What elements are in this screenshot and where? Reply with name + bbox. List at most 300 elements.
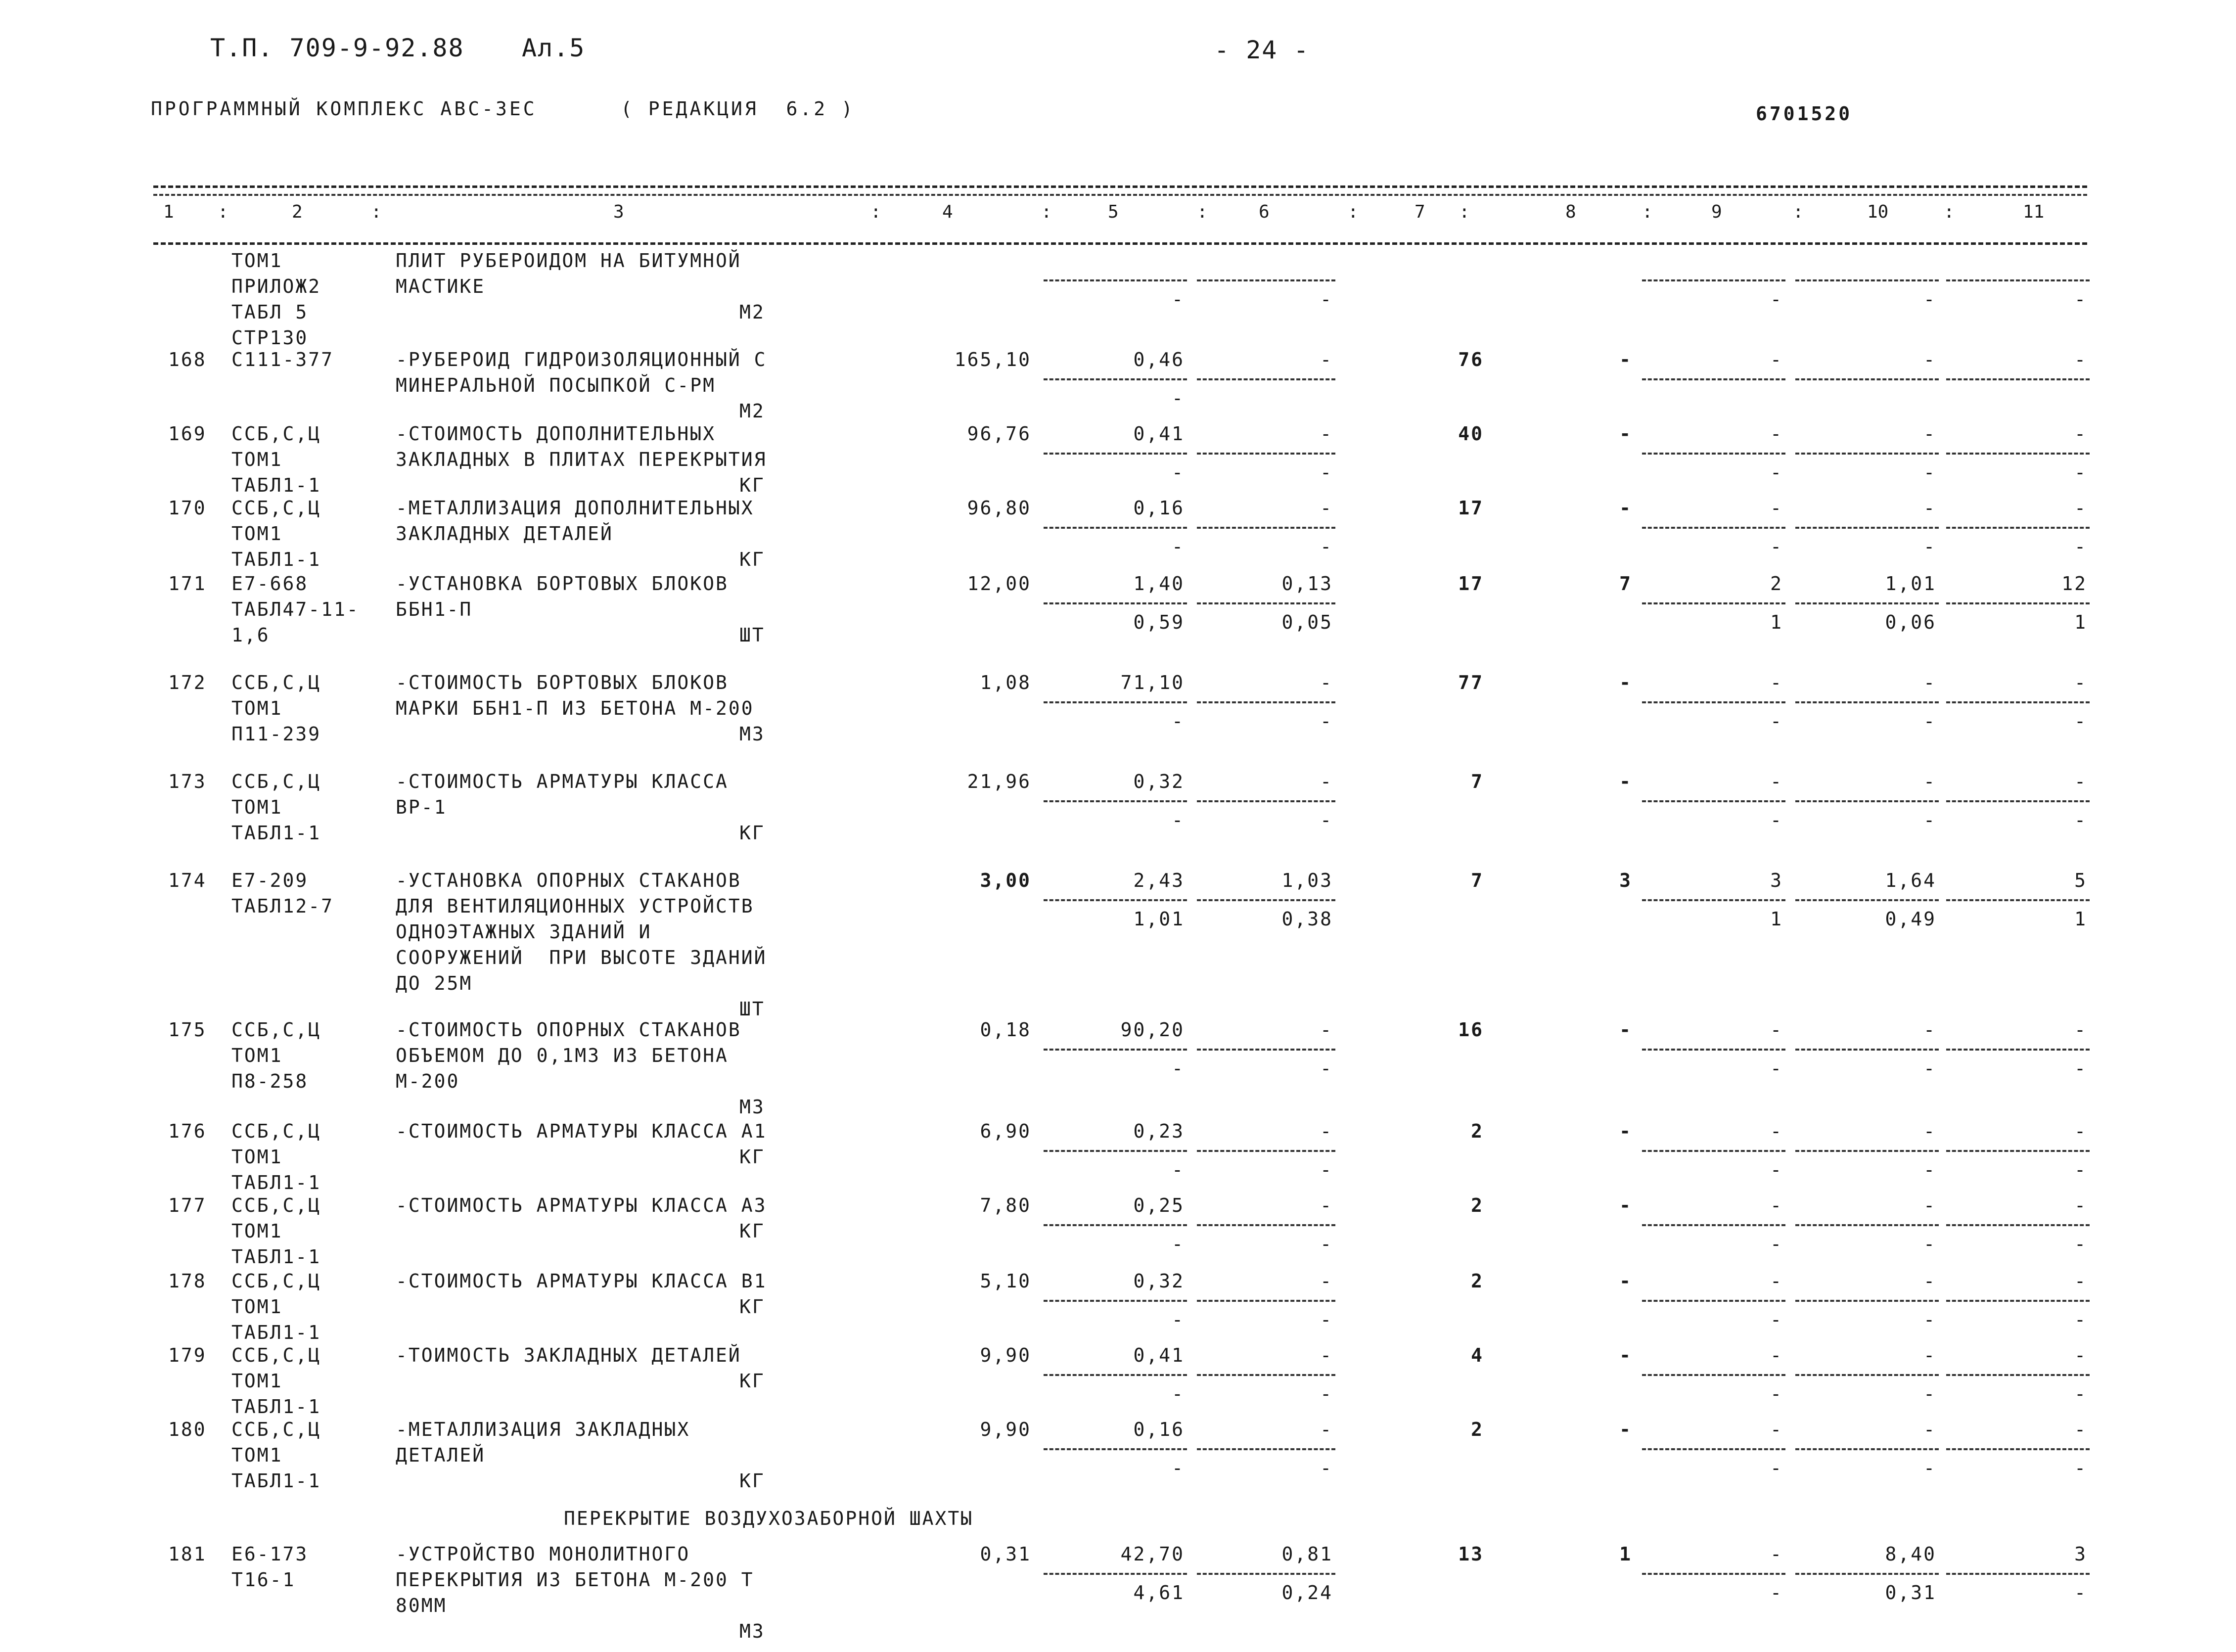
col11-subvalue: 1 [2074,611,2087,633]
col5-subvalue: - [1172,1309,1185,1331]
col5-subvalue: - [1172,809,1185,831]
col10-underline [1795,378,1939,380]
column-number-3: 3 [613,202,624,222]
row-unit: КГ [739,474,765,496]
row-description: ВР-1 [396,796,447,818]
col10-underline [1795,1300,1939,1302]
col6-value: - [1320,423,1333,445]
row-code: ССБ,С,Ц [231,672,321,693]
col9-subvalue: - [1770,1057,1783,1079]
row-description: ЗАКЛАДНЫХ В ПЛИТАХ ПЕРЕКРЫТИЯ [396,449,767,470]
col8-value: - [1619,1419,1632,1440]
row-code: ССБ,С,Ц [231,1270,321,1292]
col5-underline [1044,602,1187,604]
row-number: 171 [168,573,207,595]
col11-underline [1946,1374,2090,1376]
col5-value: 0,16 [1133,1419,1185,1440]
col9-subvalue: - [1770,1309,1783,1331]
row-code: ТОМ1 [231,1045,283,1066]
col6-underline [1197,1448,1335,1450]
col6-underline [1197,602,1335,604]
col5-underline [1044,701,1187,703]
row-code: ТАБЛ1-1 [231,1246,321,1268]
col11-value: - [2074,349,2087,370]
column-number-7: 7 [1415,202,1425,222]
row-unit: М3 [739,1096,765,1118]
row-number: 178 [168,1270,207,1292]
col9-subvalue: - [1770,1159,1783,1181]
col5-subvalue: - [1172,1057,1185,1079]
col5-underline [1044,527,1187,529]
col5-underline [1044,1150,1187,1152]
row-number: 180 [168,1419,207,1440]
col6-subvalue: - [1320,1457,1333,1479]
row-unit: КГ [739,822,765,844]
col4-quantity: 5,10 [980,1270,1031,1292]
col9-value: - [1770,1543,1783,1565]
col11-subvalue: - [2074,536,2087,557]
row-unit: М3 [739,1620,765,1642]
col10-subvalue: 0,31 [1885,1582,1936,1604]
col5-underline [1044,1573,1187,1575]
row-description: -МЕТАЛЛИЗАЦИЯ ДОПОЛНИТЕЛЬНЫХ [396,497,754,519]
col6-underline [1197,279,1335,281]
row-unit: КГ [739,1370,765,1392]
col6-value: - [1320,771,1333,792]
col11-subvalue: - [2074,1233,2087,1255]
col9-subvalue: - [1770,710,1783,732]
col5-subvalue: - [1172,710,1185,732]
col5-subvalue: 1,01 [1133,908,1185,930]
row-number: 170 [168,497,207,519]
row-code: ТАБЛ 5 [231,301,309,323]
row-description: -СТОИМОСТЬ ОПОРНЫХ СТАКАНОВ [396,1019,741,1041]
row-number: 181 [168,1543,207,1565]
col11-subvalue: - [2074,1457,2087,1479]
row-number: 175 [168,1019,207,1041]
col6-subvalue: - [1320,1309,1333,1331]
col6-underline [1197,1300,1335,1302]
col11-value: - [2074,1120,2087,1142]
col9-underline [1642,899,1785,901]
col9-subvalue: 1 [1770,611,1783,633]
col6-underline [1197,453,1335,455]
col11-underline [1946,453,2090,455]
col4-quantity: 0,31 [980,1543,1031,1565]
col6-subvalue: 0,05 [1281,611,1333,633]
row-code: С111-377 [231,349,334,370]
row-unit: КГ [739,1146,765,1168]
col6-subvalue: - [1320,461,1333,483]
col6-value: - [1320,672,1333,693]
column-separator: : [1793,202,1804,222]
row-description: -СТОИМОСТЬ АРМАТУРЫ КЛАССА [396,771,729,792]
col6-subvalue: - [1320,288,1333,310]
column-separator: : [870,202,881,222]
col11-underline [1946,527,2090,529]
col8-value: - [1619,1194,1632,1216]
row-code: ТОМ1 [231,523,283,545]
row-code: Е7-668 [231,573,309,595]
row-code: ТОМ1 [231,796,283,818]
col10-subvalue: - [1923,288,1936,310]
row-description: -СТОИМОСТЬ АРМАТУРЫ КЛАССА А3 [396,1194,767,1216]
row-code: ТАБЛ1-1 [231,1470,321,1492]
row-code: Е6-173 [231,1543,309,1565]
row-code: ТОМ1 [231,1220,283,1242]
row-description: -ТОИМОСТЬ ЗАКЛАДНЫХ ДЕТАЛЕЙ [396,1344,741,1366]
row-number: 173 [168,771,207,792]
col10-value: - [1923,1344,1936,1366]
col10-underline [1795,1150,1939,1152]
col9-value: - [1770,1270,1783,1292]
col8-value: 3 [1619,870,1632,891]
row-unit: КГ [739,1220,765,1242]
row-code: СТР130 [231,327,309,349]
row-code: ТАБЛ1-1 [231,1172,321,1193]
row-code: ТАБЛ1-1 [231,549,321,570]
col11-subvalue: - [2074,809,2087,831]
row-unit: КГ [739,1470,765,1492]
row-code: ПРИЛОЖ2 [231,275,321,297]
row-description: -МЕТАЛЛИЗАЦИЯ ЗАКЛАДНЫХ [396,1419,690,1440]
col5-value: 71,10 [1120,672,1185,693]
col10-subvalue: 0,06 [1885,611,1936,633]
header-bottom-rule [153,242,2087,245]
col11-subvalue: - [2074,288,2087,310]
column-separator: : [1041,202,1052,222]
col5-underline [1044,453,1187,455]
col6-underline [1197,1573,1335,1575]
row-number: 172 [168,672,207,693]
row-code: ТАБЛ12-7 [231,895,334,917]
row-description: МАСТИКЕ [396,275,486,297]
col11-underline [1946,1224,2090,1226]
col6-subvalue: 0,38 [1281,908,1333,930]
col9-underline [1642,1049,1785,1051]
row-code: 1,6 [231,624,270,646]
col4-quantity: 165,10 [954,349,1031,370]
row-unit: М2 [739,301,765,323]
col8-value: - [1619,1120,1632,1142]
column-number-11: 11 [2023,202,2045,222]
col5-subvalue: - [1172,461,1185,483]
col6-underline [1197,1049,1335,1051]
col9-value: - [1770,672,1783,693]
col9-underline [1642,527,1785,529]
row-code: П11-239 [231,723,321,745]
col9-subvalue: - [1770,288,1783,310]
col7-value: 16 [1458,1019,1484,1041]
album-number: Ал.5 [522,34,586,62]
col6-value: - [1320,1344,1333,1366]
row-description: ДЛЯ ВЕНТИЛЯЦИОННЫХ УСТРОЙСТВ [396,895,754,917]
col11-value: - [2074,497,2087,519]
col6-subvalue: - [1320,809,1333,831]
col5-underline [1044,378,1187,380]
table-top-rule-2 [153,194,2087,196]
col5-underline [1044,1049,1187,1051]
col10-subvalue: - [1923,461,1936,483]
column-number-9: 9 [1711,202,1722,222]
col9-subvalue: - [1770,809,1783,831]
col9-value: - [1770,423,1783,445]
col6-value: - [1320,1019,1333,1041]
row-description: ОДНОЭТАЖНЫХ ЗДАНИЙ И [396,921,652,943]
row-code: ТОМ1 [231,1444,283,1466]
col11-value: 12 [2061,573,2087,595]
col10-value: - [1923,672,1936,693]
col4-quantity: 96,76 [967,423,1031,445]
col10-value: - [1923,497,1936,519]
col5-value: 42,70 [1120,1543,1185,1565]
col7-value: 2 [1471,1419,1484,1440]
row-number: 174 [168,870,207,891]
table-top-rule [153,185,2087,188]
row-description: -УСТРОЙСТВО МОНОЛИТНОГО [396,1543,690,1565]
column-number-2: 2 [292,202,303,222]
row-description: М-200 [396,1070,460,1092]
col9-value: - [1770,349,1783,370]
col10-value: - [1923,771,1936,792]
column-number-5: 5 [1108,202,1119,222]
col5-value: 0,41 [1133,423,1185,445]
col5-subvalue: - [1172,387,1185,409]
col7-value: 13 [1458,1543,1484,1565]
col6-subvalue: 0,24 [1281,1582,1333,1604]
col11-value: - [2074,771,2087,792]
col9-underline [1642,279,1785,281]
col9-value: - [1770,1194,1783,1216]
col10-subvalue: 0,49 [1885,908,1936,930]
col5-subvalue: 4,61 [1133,1582,1185,1604]
column-separator: : [1944,202,1955,222]
col10-subvalue: - [1923,710,1936,732]
row-unit: ШТ [739,624,765,646]
col4-quantity: 1,08 [980,672,1031,693]
col10-underline [1795,1573,1939,1575]
program-edition: ( РЕДАКЦИЯ 6.2 ) [621,98,855,120]
row-code: ССБ,С,Ц [231,1344,321,1366]
col5-underline [1044,1374,1187,1376]
row-code: ТАБЛ1-1 [231,1322,321,1343]
col11-value: - [2074,672,2087,693]
row-unit: М3 [739,723,765,745]
col6-underline [1197,378,1335,380]
col6-subvalue: - [1320,1383,1333,1405]
col4-quantity: 12,00 [967,573,1031,595]
col10-value: 8,40 [1885,1543,1936,1565]
col9-underline [1642,800,1785,802]
row-number: 179 [168,1344,207,1366]
row-number: 177 [168,1194,207,1216]
col8-value: 7 [1619,573,1632,595]
row-unit: КГ [739,1296,765,1318]
program-name: ПРОГРАММНЫЙ КОМПЛЕКС АВС-3ЕС [151,98,537,120]
col9-value: - [1770,1019,1783,1041]
col9-subvalue: - [1770,1233,1783,1255]
column-number-8: 8 [1565,202,1576,222]
col8-value: - [1619,771,1632,792]
col11-value: - [2074,1019,2087,1041]
row-description: ДЕТАЛЕЙ [396,1444,486,1466]
column-separator: : [1459,202,1470,222]
col5-value: 90,20 [1120,1019,1185,1041]
col9-underline [1642,1573,1785,1575]
col9-subvalue: - [1770,461,1783,483]
row-description: -УСТАНОВКА ОПОРНЫХ СТАКАНОВ [396,870,741,891]
col5-value: 0,16 [1133,497,1185,519]
col9-subvalue: - [1770,1582,1783,1604]
col9-underline [1642,453,1785,455]
col4-quantity: 0,18 [980,1019,1031,1041]
col4-quantity: 9,90 [980,1344,1031,1366]
col8-value: 1 [1619,1543,1632,1565]
col9-underline [1642,378,1785,380]
col11-underline [1946,1573,2090,1575]
col9-value: 2 [1770,573,1783,595]
col10-value: - [1923,1019,1936,1041]
col10-value: 1,64 [1885,870,1936,891]
col8-value: - [1619,349,1632,370]
col11-subvalue: - [2074,1057,2087,1079]
col10-value: - [1923,1270,1936,1292]
col11-subvalue: - [2074,1582,2087,1604]
col6-value: - [1320,349,1333,370]
col11-underline [1946,1049,2090,1051]
column-separator: : [1642,202,1653,222]
col10-underline [1795,1224,1939,1226]
col5-value: 0,32 [1133,1270,1185,1292]
col10-subvalue: - [1923,809,1936,831]
row-code: ССБ,С,Ц [231,1019,321,1041]
col10-underline [1795,800,1939,802]
col5-underline [1044,279,1187,281]
col6-value: 1,03 [1281,870,1333,891]
col5-underline [1044,1224,1187,1226]
row-description: -СТОИМОСТЬ АРМАТУРЫ КЛАССА А1 [396,1120,767,1142]
col9-underline [1642,1300,1785,1302]
col5-value: 0,32 [1133,771,1185,792]
col9-value: - [1770,497,1783,519]
col6-value: - [1320,1194,1333,1216]
col7-value: 17 [1458,497,1484,519]
col7-value: 2 [1471,1120,1484,1142]
col5-subvalue: - [1172,1457,1185,1479]
row-description: СООРУЖЕНИЙ ПРИ ВЫСОТЕ ЗДАНИЙ [396,947,767,968]
row-code: ССБ,С,Ц [231,1194,321,1216]
col9-value: 3 [1770,870,1783,891]
row-code: ССБ,С,Ц [231,423,321,445]
col4-quantity: 7,80 [980,1194,1031,1216]
col10-underline [1795,701,1939,703]
column-separator: : [1197,202,1208,222]
col7-value: 40 [1458,423,1484,445]
col6-subvalue: - [1320,1057,1333,1079]
col5-underline [1044,800,1187,802]
col10-underline [1795,899,1939,901]
page-number: - 24 - [1214,36,1310,64]
col5-subvalue: - [1172,288,1185,310]
col7-value: 76 [1458,349,1484,370]
col10-subvalue: - [1923,536,1936,557]
col11-value: 5 [2074,870,2087,891]
row-description: ЗАКЛАДНЫХ ДЕТАЛЕЙ [396,523,613,545]
col11-value: - [2074,423,2087,445]
col4-quantity: 6,90 [980,1120,1031,1142]
col7-value: 77 [1458,672,1484,693]
col6-underline [1197,701,1335,703]
col10-subvalue: - [1923,1233,1936,1255]
col11-value: - [2074,1194,2087,1216]
col6-subvalue: - [1320,710,1333,732]
col11-underline [1946,899,2090,901]
col7-value: 7 [1471,870,1484,891]
col10-underline [1795,602,1939,604]
col11-value: - [2074,1344,2087,1366]
column-number-1: 1 [163,202,174,222]
row-code: ТАБЛ1-1 [231,474,321,496]
column-number-6: 6 [1259,202,1270,222]
col8-value: - [1619,497,1632,519]
col10-subvalue: - [1923,1457,1936,1479]
col10-underline [1795,279,1939,281]
col6-value: 0,81 [1281,1543,1333,1565]
row-code: ТАБЛ1-1 [231,1396,321,1418]
col6-underline [1197,800,1335,802]
row-description: -СТОИМОСТЬ ДОПОЛНИТЕЛЬНЫХ [396,423,716,445]
col8-value: - [1619,672,1632,693]
col10-value: - [1923,1419,1936,1440]
col10-underline [1795,1049,1939,1051]
col9-value: - [1770,1344,1783,1366]
col4-quantity: 96,80 [967,497,1031,519]
row-description: -РУБЕРОИД ГИДРОИЗОЛЯЦИОННЫЙ С [396,349,767,370]
col10-value: - [1923,423,1936,445]
row-code: ТОМ1 [231,449,283,470]
col11-underline [1946,1448,2090,1450]
row-description: -УСТАНОВКА БОРТОВЫХ БЛОКОВ [396,573,729,595]
col6-value: - [1320,1419,1333,1440]
row-code: ССБ,С,Ц [231,1419,321,1440]
col6-underline [1197,899,1335,901]
col9-underline [1642,1224,1785,1226]
col11-underline [1946,800,2090,802]
column-separator: : [1348,202,1359,222]
col5-value: 1,40 [1133,573,1185,595]
col7-value: 7 [1471,771,1484,792]
row-code: ССБ,С,Ц [231,497,321,519]
col6-subvalue: - [1320,1233,1333,1255]
col11-underline [1946,602,2090,604]
col4-quantity: 3,00 [980,870,1031,891]
col6-value: - [1320,1120,1333,1142]
col6-subvalue: - [1320,1159,1333,1181]
col9-subvalue: - [1770,1457,1783,1479]
col10-subvalue: - [1923,1383,1936,1405]
col11-value: - [2074,1419,2087,1440]
col7-value: 2 [1471,1270,1484,1292]
col10-value: - [1923,1120,1936,1142]
col11-value: - [2074,1270,2087,1292]
col11-subvalue: 1 [2074,908,2087,930]
col9-underline [1642,1448,1785,1450]
col9-value: - [1770,1120,1783,1142]
col10-underline [1795,1374,1939,1376]
col11-subvalue: - [2074,1159,2087,1181]
col6-value: 0,13 [1281,573,1333,595]
row-description: 80ММ [396,1595,447,1616]
